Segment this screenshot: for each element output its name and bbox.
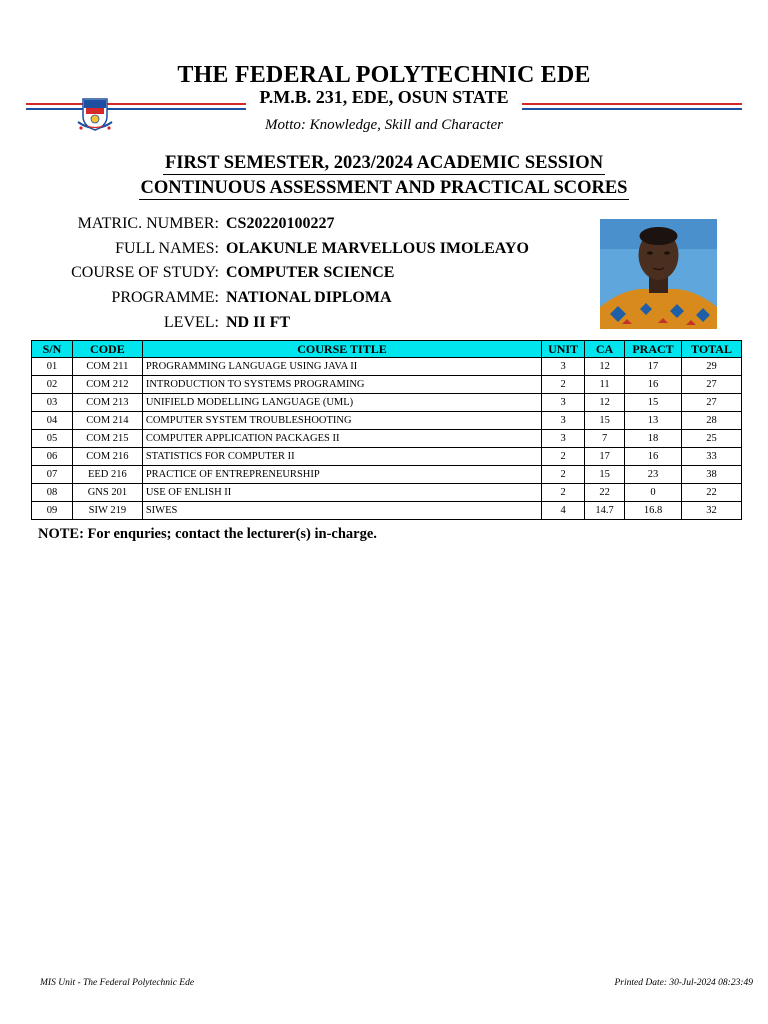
cell-pract: 13 bbox=[625, 412, 682, 430]
header-sn: S/N bbox=[32, 341, 73, 358]
cell-sn: 05 bbox=[32, 430, 73, 448]
header-pract: PRACT bbox=[625, 341, 682, 358]
scores-table bbox=[31, 340, 742, 520]
cell-pract: 17 bbox=[625, 358, 682, 376]
cell-sn: 03 bbox=[32, 394, 73, 412]
header-course-title: COURSE TITLE bbox=[142, 341, 541, 358]
programme-value: NATIONAL DIPLOMA bbox=[226, 289, 392, 306]
cell-pract: 0 bbox=[625, 484, 682, 502]
cell-sn: 01 bbox=[32, 358, 73, 376]
cell-total: 27 bbox=[682, 394, 742, 412]
cell-pract: 16 bbox=[625, 376, 682, 394]
cell-sn: 02 bbox=[32, 376, 73, 394]
cell-sn: 07 bbox=[32, 466, 73, 484]
cell-total: 29 bbox=[682, 358, 742, 376]
cell-unit: 4 bbox=[542, 502, 585, 520]
cell-total: 22 bbox=[682, 484, 742, 502]
cell-code: COM 214 bbox=[72, 412, 142, 430]
cell-sn: 06 bbox=[32, 448, 73, 466]
cell-total: 32 bbox=[682, 502, 742, 520]
cell-ca: 15 bbox=[585, 466, 625, 484]
matric-label: MATRIC. NUMBER: bbox=[77, 215, 219, 232]
cell-unit: 3 bbox=[542, 430, 585, 448]
cell-code: GNS 201 bbox=[72, 484, 142, 502]
institution-address: P.M.B. 231, EDE, OSUN STATE bbox=[259, 87, 509, 107]
cell-unit: 3 bbox=[542, 358, 585, 376]
header-stripe-blue-left bbox=[26, 108, 246, 110]
table-row bbox=[32, 394, 742, 412]
institution-motto: Motto: Knowledge, Skill and Character bbox=[265, 117, 503, 133]
cell-code: COM 213 bbox=[72, 394, 142, 412]
document-title-scores-text: CONTINUOUS ASSESSMENT AND PRACTICAL SCORES bbox=[140, 178, 628, 198]
cell-course-title: COMPUTER APPLICATION PACKAGES II bbox=[142, 430, 541, 448]
cell-total: 27 bbox=[682, 376, 742, 394]
cell-total: 28 bbox=[682, 412, 742, 430]
footer-mis-unit: MIS Unit - The Federal Polytechnic Ede bbox=[40, 978, 195, 988]
level-value: ND II FT bbox=[226, 314, 291, 331]
cell-ca: 12 bbox=[585, 394, 625, 412]
cell-pract: 16 bbox=[625, 448, 682, 466]
cell-ca: 11 bbox=[585, 376, 625, 394]
names-value: OLAKUNLE MARVELLOUS IMOLEAYO bbox=[226, 240, 529, 257]
cell-ca: 22 bbox=[585, 484, 625, 502]
table-row bbox=[32, 466, 742, 484]
cell-course-title: STATISTICS FOR COMPUTER II bbox=[142, 448, 541, 466]
cell-course-title: INTRODUCTION TO SYSTEMS PROGRAMING bbox=[142, 376, 541, 394]
cell-total: 38 bbox=[682, 466, 742, 484]
header-stripe-blue-right bbox=[522, 108, 742, 110]
programme-label: PROGRAMME: bbox=[111, 289, 219, 306]
table-row bbox=[32, 484, 742, 502]
cell-course-title: PROGRAMMING LANGUAGE USING JAVA II bbox=[142, 358, 541, 376]
cell-code: COM 211 bbox=[72, 358, 142, 376]
cell-ca: 7 bbox=[585, 430, 625, 448]
cell-unit: 2 bbox=[542, 466, 585, 484]
cell-ca: 14.7 bbox=[585, 502, 625, 520]
table-row bbox=[32, 448, 742, 466]
document-title-scores bbox=[0, 178, 768, 199]
cell-unit: 2 bbox=[542, 484, 585, 502]
cell-code: COM 216 bbox=[72, 448, 142, 466]
cell-code: COM 215 bbox=[72, 430, 142, 448]
cell-unit: 3 bbox=[542, 394, 585, 412]
table-row bbox=[32, 430, 742, 448]
cell-sn: 08 bbox=[32, 484, 73, 502]
cell-ca: 12 bbox=[585, 358, 625, 376]
cell-code: SIW 219 bbox=[72, 502, 142, 520]
document-title-session bbox=[0, 153, 768, 174]
cell-pract: 18 bbox=[625, 430, 682, 448]
cell-ca: 17 bbox=[585, 448, 625, 466]
table-row bbox=[32, 412, 742, 430]
cell-total: 25 bbox=[682, 430, 742, 448]
institution-name: THE FEDERAL POLYTECHNIC EDE bbox=[177, 62, 591, 88]
header-unit: UNIT bbox=[542, 341, 585, 358]
cell-sn: 09 bbox=[32, 502, 73, 520]
table-row bbox=[32, 358, 742, 376]
cell-unit: 3 bbox=[542, 412, 585, 430]
course-label: COURSE OF STUDY: bbox=[71, 264, 219, 281]
document-title-session-text: FIRST SEMESTER, 2023/2024 ACADEMIC SESSION bbox=[164, 153, 604, 173]
cell-pract: 23 bbox=[625, 466, 682, 484]
cell-pract: 15 bbox=[625, 394, 682, 412]
cell-course-title: USE OF ENLISH II bbox=[142, 484, 541, 502]
header-ca: CA bbox=[585, 341, 625, 358]
cell-pract: 16.8 bbox=[625, 502, 682, 520]
level-label: LEVEL: bbox=[163, 314, 219, 331]
names-label: FULL NAMES: bbox=[115, 240, 219, 257]
cell-unit: 2 bbox=[542, 376, 585, 394]
enquiry-note: NOTE: For enquries; contact the lecturer(s) in-charge. bbox=[38, 526, 377, 542]
cell-total: 33 bbox=[682, 448, 742, 466]
cell-unit: 2 bbox=[542, 448, 585, 466]
table-row bbox=[32, 376, 742, 394]
cell-sn: 04 bbox=[32, 412, 73, 430]
course-value: COMPUTER SCIENCE bbox=[226, 264, 395, 281]
matric-value: CS20220100227 bbox=[226, 215, 335, 232]
cell-course-title: UNIFIELD MODELLING LANGUAGE (UML) bbox=[142, 394, 541, 412]
cell-ca: 15 bbox=[585, 412, 625, 430]
cell-code: COM 212 bbox=[72, 376, 142, 394]
student-photo bbox=[600, 219, 717, 329]
header-code: CODE bbox=[72, 341, 142, 358]
footer-printed-date: Printed Date: 30-Jul-2024 08:23:49 bbox=[614, 978, 753, 988]
table-row bbox=[32, 502, 742, 520]
cell-course-title: COMPUTER SYSTEM TROUBLESHOOTING bbox=[142, 412, 541, 430]
cell-course-title: PRACTICE OF ENTREPRENEURSHIP bbox=[142, 466, 541, 484]
cell-code: EED 216 bbox=[72, 466, 142, 484]
table-header-row bbox=[32, 341, 742, 358]
header-total: TOTAL bbox=[682, 341, 742, 358]
cell-course-title: SIWES bbox=[142, 502, 541, 520]
